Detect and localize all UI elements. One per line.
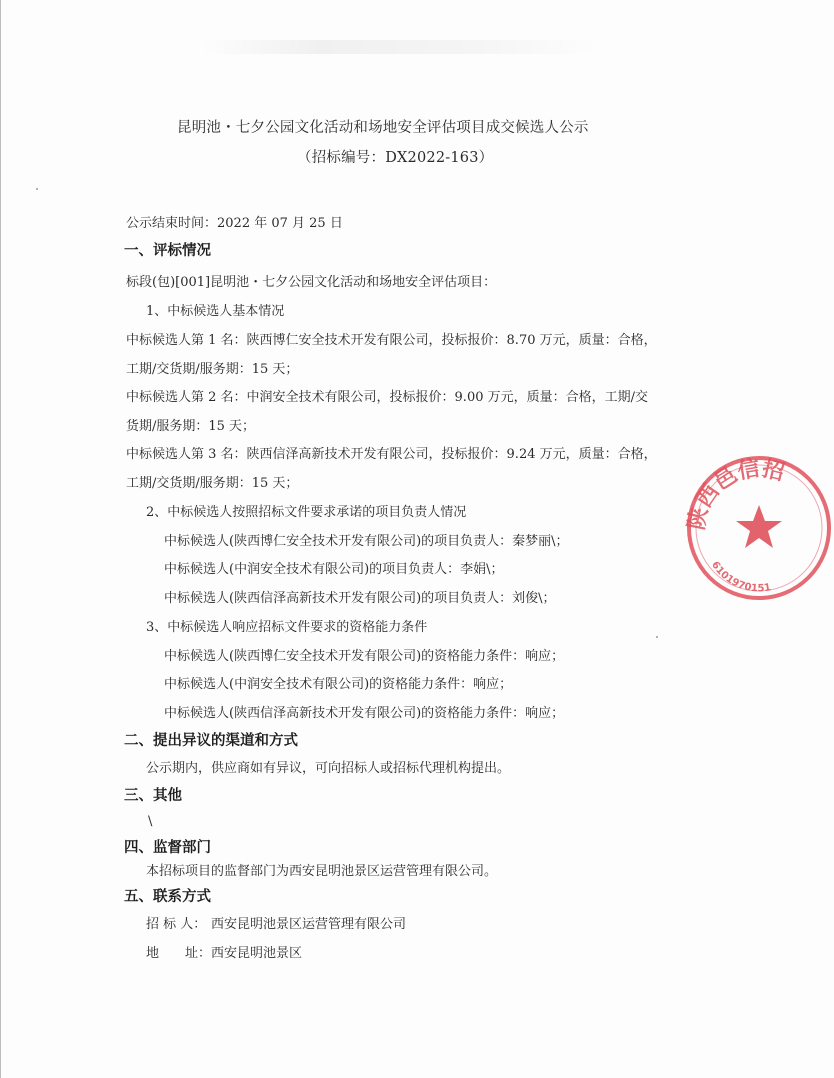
leader-item: 中标候选人(陕西信泽高新技术开发有限公司)的项目负责人：刘俊\； <box>164 591 556 606</box>
qualification-item: 中标候选人(陕西信泽高新技术开发有限公司)的资格能力条件：响应； <box>164 706 565 721</box>
address-label: 地 址： <box>146 946 212 961</box>
candidate-line: 中标候选人第 3 名：陕西信泽高新技术开发有限公司，投标报价：9.24 万元，质量：合格， <box>126 447 657 462</box>
page-edge <box>0 0 1 1078</box>
qualification-item: 中标候选人(中润安全技术有限公司)的资格能力条件：响应； <box>164 677 513 692</box>
scan-smudge <box>200 40 600 54</box>
leader-item: 中标候选人(陕西博仁安全技术开发有限公司)的项目负责人：秦梦丽\； <box>164 534 569 549</box>
scan-speck <box>656 636 658 638</box>
candidate-line: 货期/服务期：15 天； <box>126 419 256 434</box>
section-heading-contact: 五、联系方式 <box>124 889 211 905</box>
subheading-qualification: 3、中标候选人响应招标文件要求的资格能力条件 <box>146 620 428 635</box>
section-heading-evaluation: 一、评标情况 <box>124 243 211 259</box>
other-text: \ <box>148 814 153 829</box>
seal-text-bottom: 6101970151 <box>708 559 772 595</box>
subheading-project-leader: 2、中标候选人按照招标文件要求承诺的项目负责人情况 <box>146 505 467 520</box>
qualification-item: 中标候选人(陕西博仁安全技术开发有限公司)的资格能力条件：响应； <box>164 649 565 664</box>
tenderer-label: 招 标 人： <box>146 917 207 932</box>
section-heading-supervision: 四、监督部门 <box>124 840 211 856</box>
document-title: 昆明池・七夕公园文化活动和场地安全评估项目成交候选人公示 <box>177 120 589 136</box>
supervision-text: 本招标项目的监督部门为西安昆明池景区运营管理有限公司。 <box>146 864 498 879</box>
end-time: 公示结束时间：2022 年 07 月 25 日 <box>126 216 343 231</box>
candidate-line: 工期/交货期/服务期：15 天； <box>126 362 299 377</box>
lot-line: 标段(包)[001]昆明池・七夕公园文化活动和场地安全评估项目： <box>126 275 497 290</box>
tender-number: （招标编号：DX2022-163） <box>297 150 494 166</box>
section-heading-objection: 二、提出异议的渠道和方式 <box>124 733 298 749</box>
section-heading-other: 三、其他 <box>124 788 182 804</box>
objection-text: 公示期内，供应商如有异议，可向招标人或招标代理机构提出。 <box>146 761 511 776</box>
address-value: 西安昆明池景区 <box>211 946 303 961</box>
tenderer-value: 西安昆明池景区运营管理有限公司 <box>211 917 407 932</box>
official-seal <box>684 453 834 603</box>
candidate-line: 中标候选人第 1 名：陕西博仁安全技术开发有限公司，投标报价：8.70 万元，质量：合格， <box>126 333 657 348</box>
candidate-line: 工期/交货期/服务期：15 天； <box>126 476 299 491</box>
seal-text-top: 陕西邑信招 <box>684 456 787 533</box>
seal-star-icon <box>736 505 782 548</box>
leader-item: 中标候选人(中润安全技术有限公司)的项目负责人：李娟\； <box>164 562 504 577</box>
scan-speck <box>36 188 38 190</box>
subheading-basic-info: 1、中标候选人基本情况 <box>146 304 285 319</box>
candidate-line: 中标候选人第 2 名：中润安全技术有限公司，投标报价：9.00 万元，质量：合格，工期/交 <box>126 390 648 405</box>
